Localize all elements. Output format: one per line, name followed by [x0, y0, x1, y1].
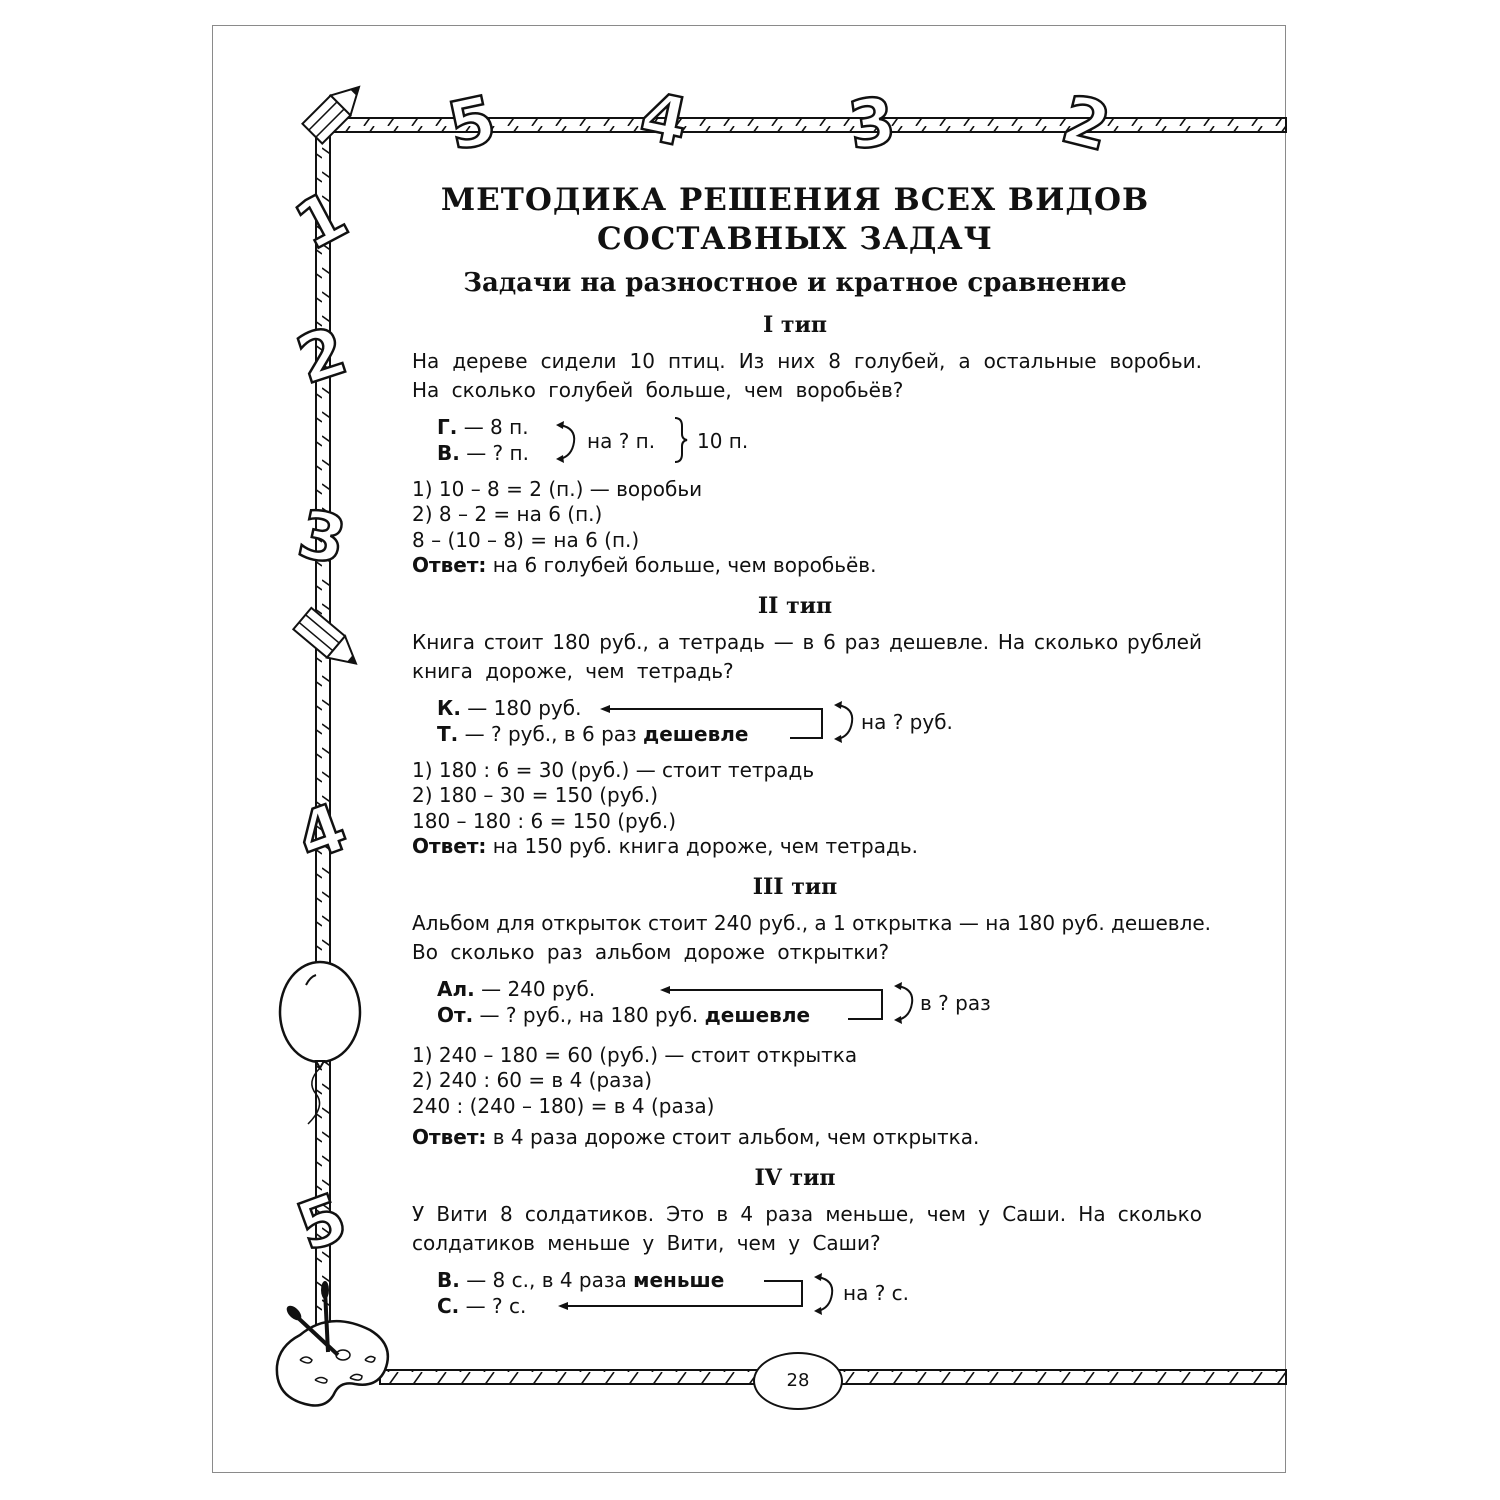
type2-problem-line1: Книга стоит 180 руб., а тетрадь — в 6 раз дешевле. На сколько рублей	[412, 630, 1202, 654]
type4-row1-bold: меньше	[633, 1268, 725, 1292]
top-digit-2: 2	[1054, 80, 1118, 167]
type1-row1-label: Г.	[437, 415, 458, 439]
type1-step1: 1) 10 – 8 = 2 (п.) — воробьи	[412, 477, 703, 501]
type2-row1-text: — 180 руб.	[460, 696, 582, 720]
type2-row1-label: К.	[437, 696, 461, 720]
type4-row2-text: — ? с.	[459, 1294, 527, 1318]
left-digit-1: 1	[282, 175, 360, 266]
left-digit-3: 3	[291, 495, 353, 580]
page-number: 28	[753, 1352, 843, 1410]
type3-step2: 2) 240 : 60 = в 4 (раза)	[412, 1068, 653, 1092]
top-digit-5: 5	[441, 81, 503, 166]
type1-compare-label: на ? п.	[587, 429, 656, 453]
type1-answer-text: на 6 голубей больше, чем воробьёв.	[486, 553, 877, 577]
type2-step3: 180 – 180 : 6 = 150 (руб.)	[412, 809, 677, 833]
type1-row2-label: В.	[437, 441, 460, 465]
type1-curly-brace-icon	[671, 416, 691, 464]
type1-row1-text: — 8 п.	[457, 415, 529, 439]
type2-row2-text: — ? руб., в 6 раз	[458, 722, 644, 746]
type2-compare-label: на ? руб.	[861, 710, 953, 734]
type2-answer	[412, 834, 918, 858]
type3-problem-line1: Альбом для открыток стоит 240 руб., а 1 открытка — на 180 руб. дешевле.	[412, 911, 1212, 935]
type1-step3: 8 – (10 – 8) = на 6 (п.)	[412, 528, 640, 552]
left-digit-5: 5	[287, 1178, 357, 1267]
main-title-line1: МЕТОДИКА РЕШЕНИЯ ВСЕХ ВИДОВ	[440, 182, 1150, 218]
top-digit-3: 3	[843, 82, 901, 165]
type1-title: I тип	[762, 312, 827, 338]
type4-row1-text: — 8 с., в 4 раза	[459, 1268, 634, 1292]
type2-step2: 2) 180 – 30 = 150 (руб.)	[412, 783, 659, 807]
type1-problem-line1: На дереве сидели 10 птиц. Из них 8 голубей, а остальные воробьи.	[412, 349, 1202, 373]
type1-total-label: 10 п.	[697, 429, 749, 453]
type2-answer-text: на 150 руб. книга дороже, чем тетрадь.	[486, 834, 918, 858]
main-title-line2: СОСТАВНЫХ ЗАДАЧ	[597, 221, 993, 257]
type3-row1-label: Ал.	[437, 977, 475, 1001]
type1-compare-arrow-icon	[552, 420, 582, 464]
type4-scheme-arrow-icon	[558, 1272, 848, 1318]
type3-scheme-arrow-icon	[660, 981, 920, 1027]
type4-problem-line1: У Вити 8 солдатиков. Это в 4 раза меньше, чем у Саши. На сколько	[412, 1202, 1202, 1226]
type1-answer	[412, 553, 876, 577]
type1-step2: 2) 8 – 2 = на 6 (п.)	[412, 502, 603, 526]
type1-problem-line2: На сколько голубей больше, чем воробьёв?	[412, 378, 904, 402]
type3-compare-label: в ? раз	[920, 991, 991, 1015]
type3-step1: 1) 240 – 180 = 60 (руб.) — стоит открытка	[412, 1043, 858, 1067]
section-subtitle: Задачи на разностное и кратное сравнение	[463, 268, 1127, 298]
type4-row2-label: С.	[437, 1294, 460, 1318]
left-digit-2: 2	[288, 311, 356, 400]
type3-answer-text: в 4 раза дороже стоит альбом, чем открытка.	[486, 1125, 980, 1149]
type1-answer-label: Ответ:	[412, 553, 487, 577]
type1-row2-text: — ? п.	[459, 441, 529, 465]
type2-row2-label: Т.	[437, 722, 459, 746]
type3-title: III тип	[752, 874, 838, 900]
type4-title: IV тип	[754, 1165, 836, 1191]
type2-title: II тип	[757, 593, 833, 619]
type3-row1-text: — 240 руб.	[474, 977, 596, 1001]
type4-compare-label: на ? с.	[843, 1281, 910, 1305]
type3-row2-bold: дешевле	[704, 1003, 811, 1027]
type3-problem-line2: Во сколько раз альбом дороже открытки?	[412, 940, 890, 964]
type2-scheme-arrow-icon	[600, 700, 860, 746]
type3-answer-label: Ответ:	[412, 1125, 487, 1149]
type2-answer-label: Ответ:	[412, 834, 487, 858]
type2-problem-line2: книга дороже, чем тетрадь?	[412, 659, 734, 683]
type4-problem-line2: солдатиков меньше у Вити, чем у Саши?	[412, 1231, 881, 1255]
top-digit-4: 4	[633, 77, 695, 162]
left-rope	[316, 130, 330, 1330]
type2-row2-bold: дешевле	[643, 722, 749, 746]
type4-row1-label: В.	[437, 1268, 460, 1292]
type3-answer	[412, 1125, 979, 1149]
type3-row2-label: От.	[437, 1003, 474, 1027]
type3-row2-text: — ? руб., на 180 руб.	[473, 1003, 705, 1027]
pencil-icon	[302, 77, 368, 143]
type2-step1: 1) 180 : 6 = 30 (руб.) — стоит тетрадь	[412, 758, 815, 782]
left-digit-4: 4	[287, 788, 357, 877]
type3-step3: 240 : (240 – 180) = в 4 (раза)	[412, 1094, 715, 1118]
palette-icon	[277, 1281, 388, 1406]
